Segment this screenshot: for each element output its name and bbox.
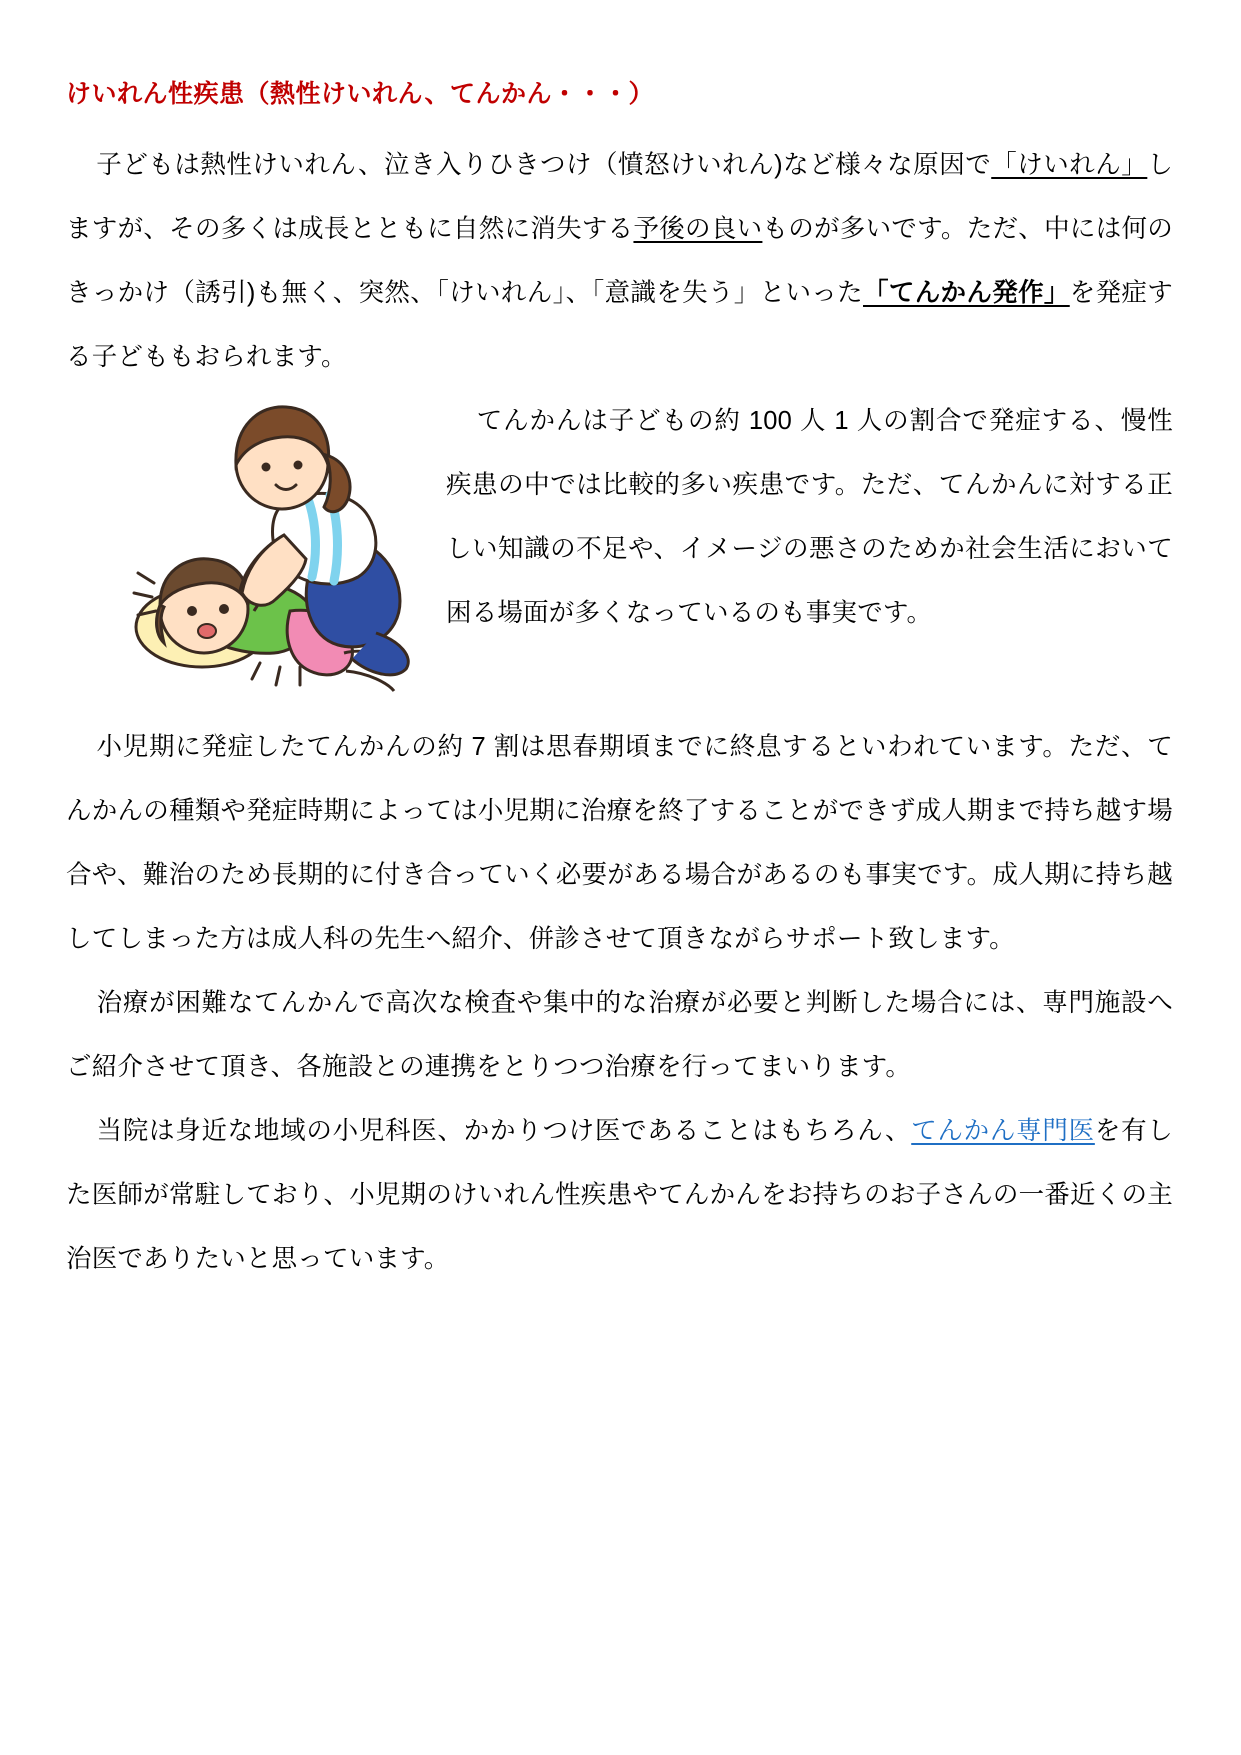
paragraph-1-seg3-underlined: 「けいれん」 xyxy=(991,150,1148,179)
paragraph-1-seg5-underlined: 予後の良い xyxy=(633,214,763,243)
paragraph-5-seg1: 当院は身近な地域の小児科医、かかりつけ医であることはもちろん、 xyxy=(96,1116,912,1145)
paragraph-1-seg7-bold-underlined: 「てんかん発作」 xyxy=(863,278,1070,307)
paragraph-5-seg3: を有した医師が常駐しており、小児期のけいれん性疾患やてんかんをお持ちのお子さんの一番近くの主治医でありたいと思っています。 xyxy=(66,1116,1174,1273)
illustration-svg xyxy=(94,395,424,715)
epilepsy-specialist-link[interactable]: てんかん専門医 xyxy=(911,1116,1095,1145)
paragraph-1-seg2: で xyxy=(965,150,992,179)
page-title: けいれん性疾患（熱性けいれん、てんかん・・・） xyxy=(66,80,655,108)
paragraph-4 xyxy=(66,971,1173,1099)
paragraph-4-text: 治療が困難なてんかんで高次な検査や集中的な治療が必要と判断した場合には、専門施設へご紹介させて頂き、各施設との連携をとりつつ治療を行ってまいります。 xyxy=(66,988,1173,1081)
paragraph-1-seg8: を発症する子どももおられます。 xyxy=(66,278,1173,371)
paragraph-1-seg4: しますが、その多くは成長とともに自然に消失する xyxy=(66,150,1174,243)
caregiver-assisting-seizing-child-illustration xyxy=(94,395,424,715)
paragraph-3 xyxy=(66,715,1173,971)
paragraph-5 xyxy=(66,1099,1173,1291)
paragraph-1 xyxy=(66,133,1173,389)
paragraph-2-text: てんかんは子どもの約 100 人 1 人の割合で発症する、慢性疾患の中では比較的多い疾患です。ただ、てんかんに対する正しい知識の不足や、イメージの悪さのためか社会生活において困る場面が多くなっているのも事実です。 xyxy=(446,406,1173,627)
paragraph-1-seg6: ものが多いです。ただ、中には何のきっかけ（誘引)も無く、突然、「けいれん」、「意識を失う」といった xyxy=(66,214,1173,307)
paragraph-3-text: 小児期に発症したてんかんの約 7 割は思春期頃までに終息するといわれています。ただ、てんかんの種類や発症時期によっては小児期に治療を終了することができず成人期まで持ち越す場合や、難治のため長期的に付き合っていく必要がある場合があるのも事実です。成人期に持ち越してしまった方は成人科の先生へ紹介、併診させて頂きながらサポート致します。 xyxy=(66,732,1173,953)
paragraph-1-seg1: 子どもは熱性けいれん、泣き入りひきつけ（憤怒けいれん)など様々な原因 xyxy=(96,150,966,179)
